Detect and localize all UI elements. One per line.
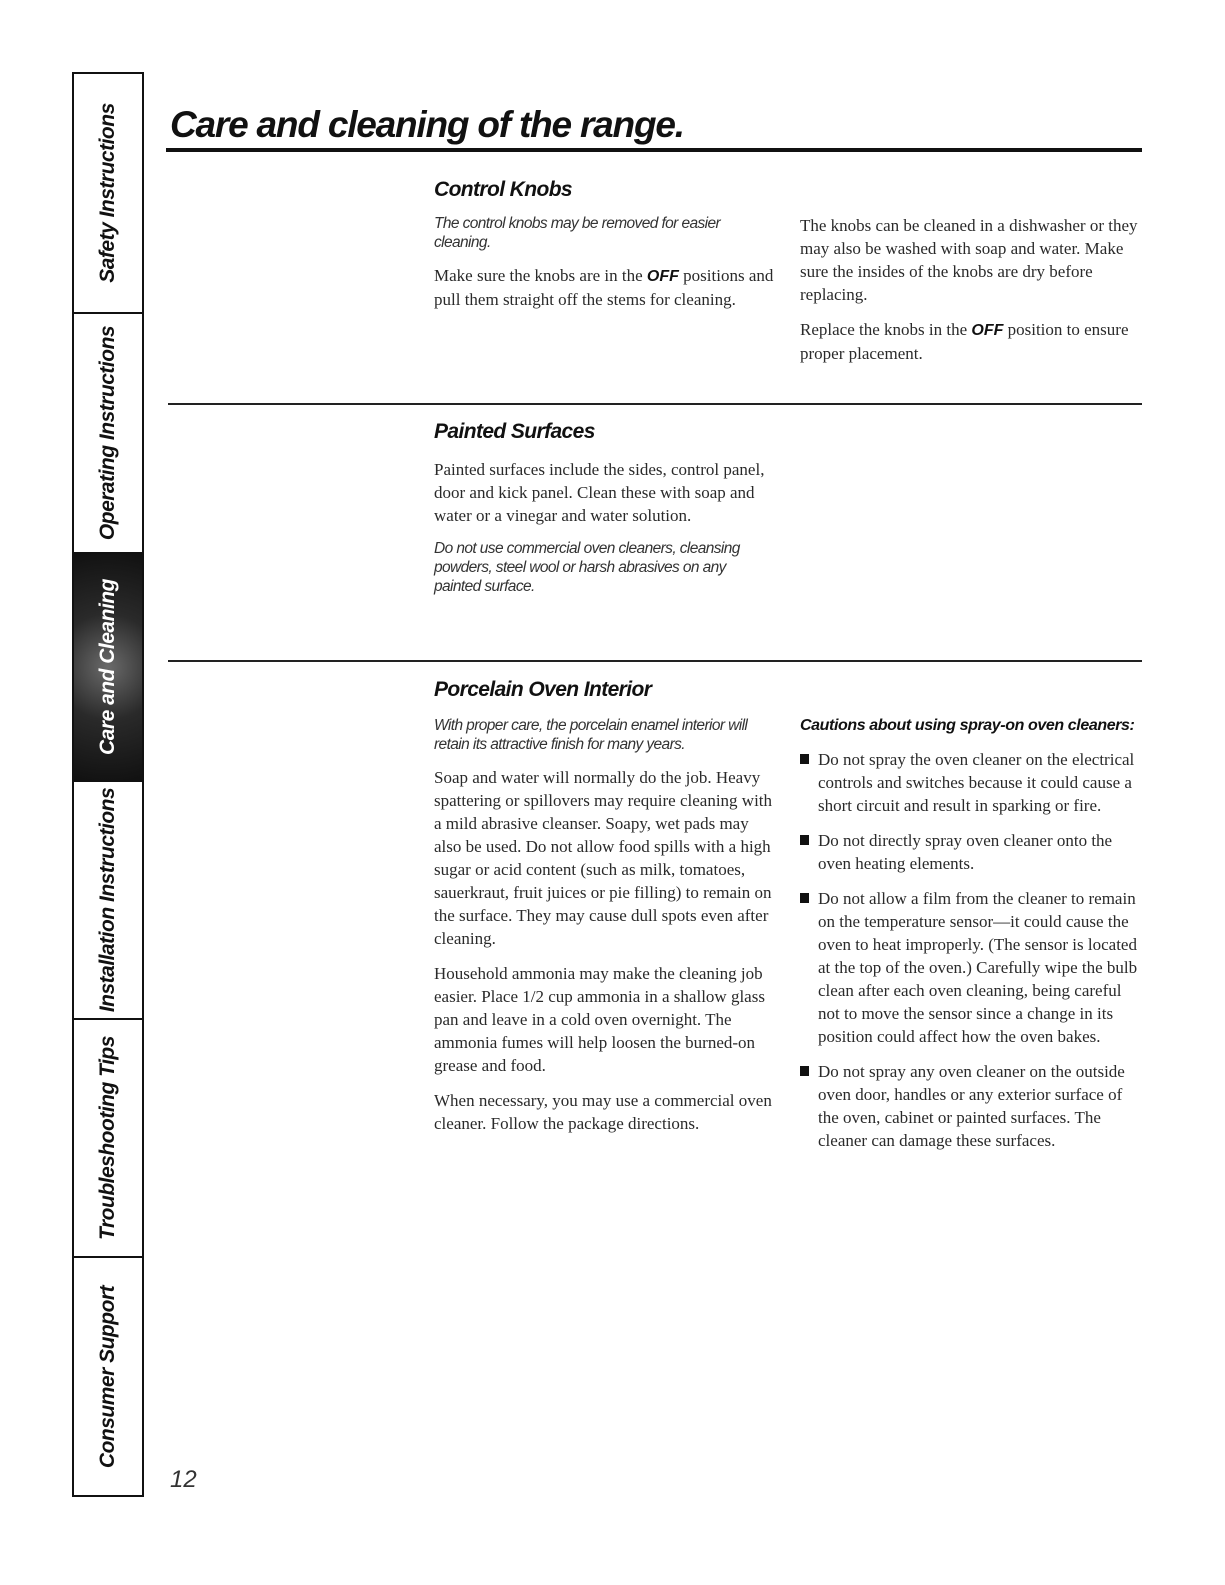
control-knobs-right-column	[800, 214, 1145, 377]
bullet-icon	[800, 835, 809, 845]
tab-label: Care and Cleaning	[96, 579, 119, 755]
porcelain-interior-intro: With proper care, the porcelain enamel interior will retain its attractive finish for many years.	[434, 717, 748, 753]
painted-surfaces-column	[434, 458, 769, 608]
text-run: Make sure the knobs are in the	[434, 266, 647, 285]
section-sidebar	[72, 72, 144, 1497]
porcelain-interior-paragraph: Household ammonia may make the cleaning job easier. Place 1/2 cup ammonia in a shallow glass pan and leave in a cold oven overnight. The ammonia fumes will help loosen the burned-on grease and food.	[434, 964, 765, 1075]
caution-text: Do not spray the oven cleaner on the electrical controls and switches because it could cause a short circuit and result in sparking or fire.	[818, 750, 1135, 815]
text-run: positions and pull them straight off the stems for cleaning.	[434, 266, 774, 309]
porcelain-interior-paragraph: Soap and water will normally do the job. Heavy spattering or spillovers may require cleaning with a mild abrasive cleanser. Soapy, wet pads may also be used. Do not allow food spills with a high sugar or acid content (such as milk, tomatoes, sauerkraut, fruit juices or pie filling) to remain on the surface. They may cause dull spots even after cleaning.	[434, 768, 773, 948]
title-divider	[166, 148, 1142, 152]
tab-label: Safety Instructions	[96, 103, 119, 283]
section-divider	[168, 660, 1142, 662]
page-number: 12	[170, 1466, 197, 1493]
control-knobs-heading: Control Knobs	[434, 178, 573, 201]
tab-label: Operating Instructions	[96, 325, 119, 541]
caution-item	[800, 1060, 1145, 1152]
cautions-column	[800, 716, 1145, 1164]
painted-surfaces-heading: Painted Surfaces	[434, 420, 595, 443]
porcelain-interior-left-column	[434, 716, 774, 1147]
section-divider	[168, 403, 1142, 405]
tab-safety-instructions[interactable]	[74, 74, 142, 314]
bullet-icon	[800, 1066, 809, 1076]
control-knobs-intro: The control knobs may be removed for easier cleaning.	[434, 215, 721, 251]
control-knobs-paragraph: The knobs can be cleaned in a dishwasher or they may also be washed with soap and water. Make sure the insides of the knobs are dry before replacing.	[800, 216, 1138, 304]
text-run: Replace the knobs in the	[800, 320, 972, 339]
painted-surfaces-paragraph: Painted surfaces include the sides, control panel, door and kick panel. Clean these with soap and water or a vinegar and water solution.	[434, 460, 765, 525]
tab-label: Troubleshooting Tips	[96, 1036, 119, 1240]
text-run: position to ensure proper placement.	[800, 320, 1129, 363]
cautions-list	[800, 748, 1145, 1152]
control-knobs-paragraph	[434, 264, 774, 311]
page-title: Care and cleaning of the range.	[170, 104, 684, 145]
tab-operating-instructions[interactable]	[74, 314, 142, 554]
cautions-heading: Cautions about using spray-on oven cleaners:	[800, 717, 1135, 734]
bullet-icon	[800, 754, 809, 764]
caution-text: Do not spray any oven cleaner on the outside oven door, handles or any exterior surface of the oven, cabinet or painted surfaces. The cleaner can damage these surfaces.	[818, 1062, 1125, 1150]
tab-label: Consumer Support	[96, 1285, 119, 1468]
caution-item	[800, 748, 1145, 817]
tab-consumer-support[interactable]	[74, 1258, 142, 1495]
off-label: OFF	[971, 322, 1004, 339]
caution-text: Do not allow a film from the cleaner to remain on the temperature sensor—it could cause the oven to heat improperly. (The sensor is located at the top of the oven.) Carefully wipe the bulb clean after each oven cleaning, being careful not to move the sensor since a change in its position could affect how the oven bakes.	[818, 889, 1138, 1046]
tab-installation-instructions[interactable]	[74, 782, 142, 1020]
tab-care-and-cleaning[interactable]	[74, 554, 142, 782]
porcelain-interior-paragraph: When necessary, you may use a commercial oven cleaner. Follow the package directions.	[434, 1091, 772, 1133]
tab-label: Installation Instructions	[96, 787, 119, 1013]
bullet-icon	[800, 893, 809, 903]
control-knobs-left-column	[434, 214, 774, 323]
caution-item	[800, 887, 1145, 1048]
off-label: OFF	[646, 268, 679, 285]
tab-troubleshooting-tips[interactable]	[74, 1020, 142, 1258]
painted-surfaces-warning: Do not use commercial oven cleaners, cleansing powders, steel wool or harsh abrasives on any painted surface.	[434, 540, 740, 595]
porcelain-interior-heading: Porcelain Oven Interior	[434, 678, 652, 701]
caution-item	[800, 829, 1145, 875]
caution-text: Do not directly spray oven cleaner onto the oven heating elements.	[818, 831, 1113, 873]
control-knobs-paragraph	[800, 318, 1145, 365]
